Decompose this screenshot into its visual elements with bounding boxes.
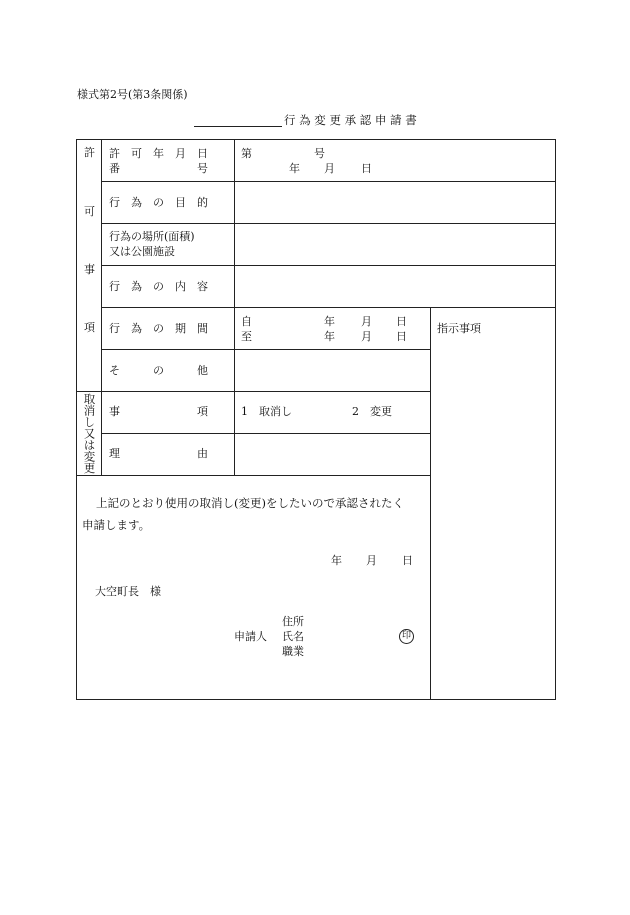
reason-label: 理 由	[109, 447, 208, 460]
period-from-year: 年	[324, 315, 335, 328]
permit-label-char: 事	[84, 263, 95, 276]
period-to-month: 月	[361, 330, 372, 343]
content-label: 行 為 の 内 容	[109, 280, 208, 293]
document-title: 行 為 変 更 承 認 申 請 書	[284, 113, 417, 127]
addressee: 大空町長 様	[95, 585, 161, 598]
period-to-year: 年	[324, 330, 335, 343]
application-date-day: 日	[402, 554, 413, 567]
permit-date-year: 年	[289, 162, 300, 175]
period-from-month: 月	[361, 315, 372, 328]
permit-label-char: 項	[84, 321, 95, 334]
application-date-month: 月	[366, 554, 377, 567]
permit-label-char: 許	[84, 146, 95, 159]
declaration-line1: 上記のとおり使用の取消し(変更)をしたいので承認されたく	[96, 496, 404, 510]
option-cancel: 1 取消し	[241, 405, 292, 418]
address-label: 住所	[282, 615, 304, 628]
title-blank-line	[194, 126, 282, 127]
period-to-day: 日	[396, 330, 407, 343]
permit-label-char: 可	[84, 205, 95, 218]
permit-number-label: 番 号	[109, 162, 208, 175]
permit-date-day: 日	[361, 162, 372, 175]
number-suffix: 号	[314, 147, 325, 160]
number-prefix: 第	[241, 147, 252, 160]
application-date-year: 年	[331, 554, 342, 567]
option-change: 2 変更	[352, 405, 392, 418]
permit-date-month: 月	[324, 162, 335, 175]
change-section-label: 取消し又は変更	[82, 393, 97, 474]
applicant-label: 申請人	[234, 630, 267, 643]
period-label: 行 為 の 期 間	[109, 322, 208, 335]
other-label: そ の 他	[109, 364, 208, 377]
instructions-label: 指示事項	[437, 322, 481, 335]
location-label-line1: 行為の場所(面積)	[109, 230, 195, 243]
declaration-line2: 申請します。	[82, 518, 151, 532]
form-number: 様式第2号(第3条関係)	[77, 88, 188, 101]
purpose-label: 行 為 の 目 的	[109, 196, 208, 209]
period-from-label: 自	[241, 315, 252, 328]
seal-mark: 印	[399, 629, 414, 644]
occupation-label: 職業	[282, 645, 304, 658]
period-to-label: 至	[241, 330, 252, 343]
permit-date-label: 許 可 年 月 日	[109, 147, 208, 160]
period-from-day: 日	[396, 315, 407, 328]
name-label: 氏名	[282, 630, 304, 643]
change-matter-label: 事 項	[109, 405, 208, 418]
location-label-line2: 又は公園施設	[109, 245, 175, 258]
